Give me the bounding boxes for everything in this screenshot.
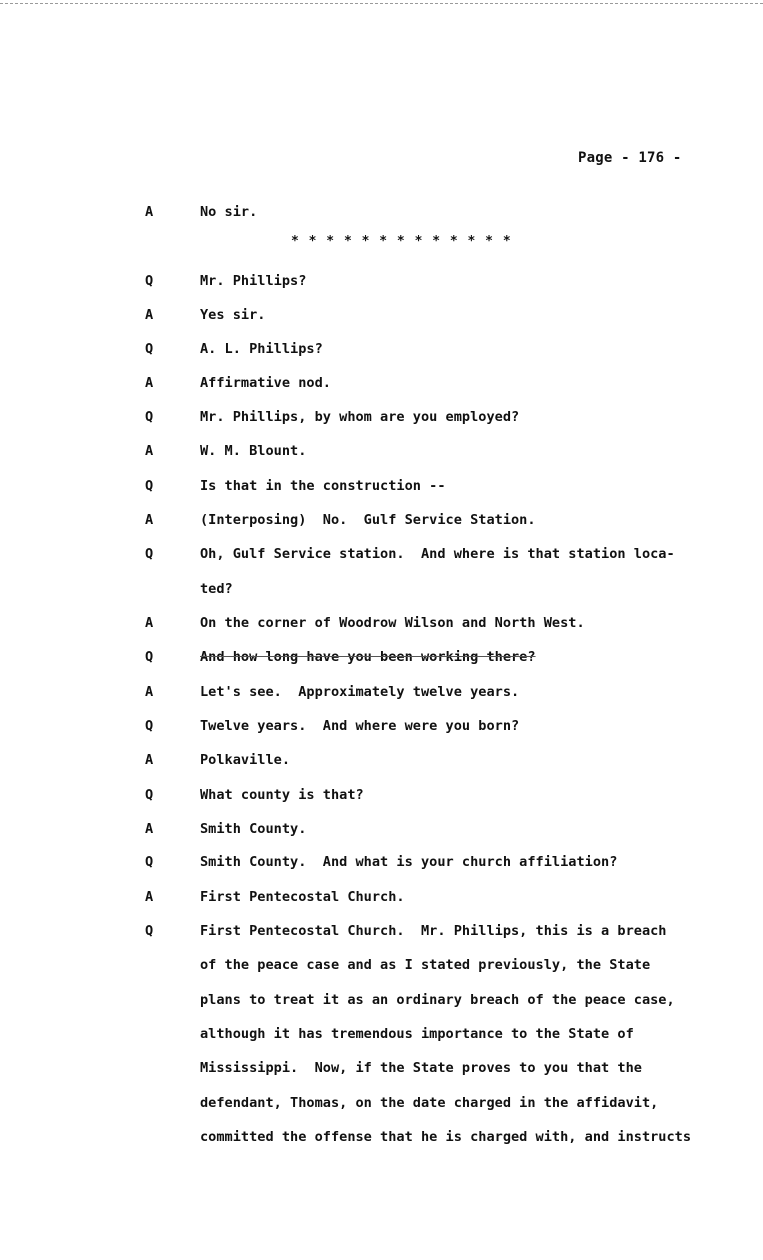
line-text: Mr. Phillips? xyxy=(200,273,307,289)
speaker-label: A xyxy=(145,204,154,220)
transcript-line xyxy=(0,1127,763,1147)
speaker-label: A xyxy=(145,889,154,905)
transcript-line xyxy=(0,1058,763,1078)
transcript-line xyxy=(0,955,763,975)
transcript-line xyxy=(0,852,763,872)
transcript-line xyxy=(0,819,763,839)
transcript-line xyxy=(0,305,763,325)
line-text: of the peace case and as I stated previously, the State xyxy=(200,957,651,973)
line-text: On the corner of Woodrow Wilson and North West. xyxy=(200,615,585,631)
line-text: A. L. Phillips? xyxy=(200,341,323,357)
speaker-label: Q xyxy=(145,341,154,357)
line-text: No sir. xyxy=(200,204,258,220)
transcript-line xyxy=(0,510,763,530)
line-text: Oh, Gulf Service station. And where is that station loca- xyxy=(200,546,675,562)
speaker-label: A xyxy=(145,752,154,768)
speaker-label: Q xyxy=(145,923,154,939)
transcript-line xyxy=(0,716,763,736)
line-text: Mississippi. Now, if the State proves to you that the xyxy=(200,1060,642,1076)
speaker-label: Q xyxy=(145,787,154,803)
line-text: defendant, Thomas, on the date charged in the affidavit, xyxy=(200,1095,659,1111)
speaker-label: Q xyxy=(145,718,154,734)
line-text-struck: And how long have you been working there? xyxy=(200,649,536,665)
line-text: Polkaville. xyxy=(200,752,291,768)
line-text: committed the offense that he is charged with, and instructs xyxy=(200,1129,692,1145)
section-separator: * * * * * * * * * * * * * xyxy=(291,234,512,249)
speaker-label: Q xyxy=(145,409,154,425)
speaker-label: A xyxy=(145,307,154,323)
transcript-line xyxy=(0,682,763,702)
line-text: Is that in the construction -- xyxy=(200,478,446,494)
transcript-line xyxy=(0,441,763,461)
line-text: (Interposing) No. Gulf Service Station. xyxy=(200,512,536,528)
line-text: plans to treat it as an ordinary breach of the peace case, xyxy=(200,992,675,1008)
speaker-label: A xyxy=(145,443,154,459)
transcript-line xyxy=(0,544,763,564)
transcript-line xyxy=(0,921,763,941)
speaker-label: A xyxy=(145,821,154,837)
transcript-line xyxy=(0,579,763,599)
transcript-line xyxy=(0,613,763,633)
speaker-label: Q xyxy=(145,273,154,289)
speaker-label: Q xyxy=(145,854,154,870)
transcript-line xyxy=(0,373,763,393)
speaker-label: A xyxy=(145,615,154,631)
speaker-label: Q xyxy=(145,478,154,494)
transcript-line xyxy=(0,887,763,907)
speaker-label: Q xyxy=(145,649,154,665)
transcript-line xyxy=(0,990,763,1010)
page-number: Page - 176 - xyxy=(578,150,682,166)
transcript-line xyxy=(0,1093,763,1113)
transcript-line xyxy=(0,785,763,805)
speaker-label: Q xyxy=(145,546,154,562)
line-text: Affirmative nod. xyxy=(200,375,331,391)
line-text: although it has tremendous importance to the State of xyxy=(200,1026,634,1042)
line-text: Smith County. xyxy=(200,821,307,837)
transcript-line xyxy=(0,339,763,359)
line-text: Yes sir. xyxy=(200,307,266,323)
line-text: ted? xyxy=(200,581,233,597)
transcript-line xyxy=(0,202,763,222)
transcript-line xyxy=(0,647,763,667)
line-text: Let's see. Approximately twelve years. xyxy=(200,684,520,700)
speaker-label: A xyxy=(145,512,154,528)
speaker-label: A xyxy=(145,684,154,700)
transcript-line xyxy=(0,476,763,496)
transcript-line xyxy=(0,407,763,427)
line-text: First Pentecostal Church. Mr. Phillips, this is a breach xyxy=(200,923,667,939)
line-text: Mr. Phillips, by whom are you employed? xyxy=(200,409,520,425)
transcript-line xyxy=(0,271,763,291)
line-text: Smith County. And what is your church affiliation? xyxy=(200,854,618,870)
line-text: First Pentecostal Church. xyxy=(200,889,405,905)
line-text: What county is that? xyxy=(200,787,364,803)
top-dashed-rule xyxy=(0,3,763,4)
line-text: Twelve years. And where were you born? xyxy=(200,718,520,734)
transcript-line xyxy=(0,1024,763,1044)
speaker-label: A xyxy=(145,375,154,391)
transcript-line xyxy=(0,750,763,770)
line-text: W. M. Blount. xyxy=(200,443,307,459)
